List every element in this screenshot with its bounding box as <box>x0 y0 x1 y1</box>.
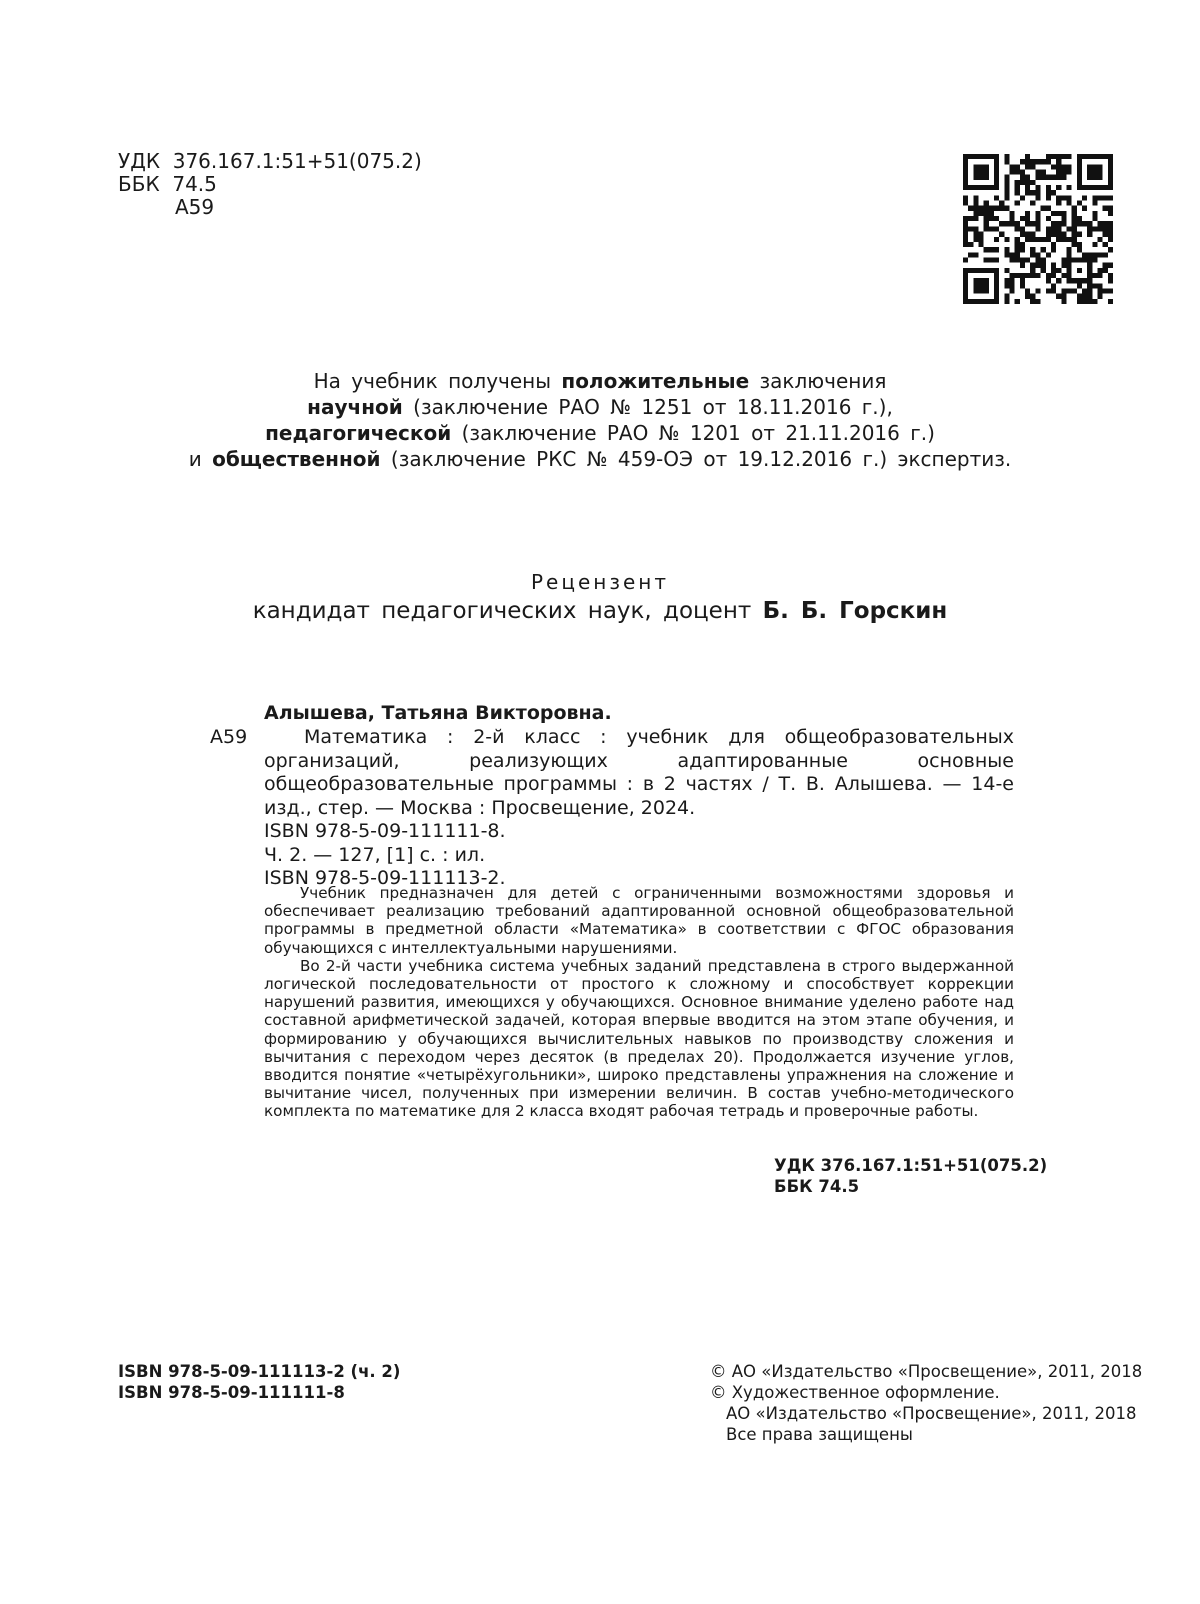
isbn-set: ISBN 978-5-09-111111-8. <box>264 820 506 842</box>
udk-bottom: УДК 376.167.1:51+51(075.2) ББК 74.5 <box>774 1156 1048 1196</box>
reviewer-label: Рецензент <box>530 570 670 594</box>
expertise-block <box>0 368 1200 472</box>
bbk-line: ББК 74.5 <box>118 172 217 196</box>
reviewer-name: Б. Б. Горскин <box>762 598 948 624</box>
qr-code-icon <box>963 154 1113 304</box>
expertise-line-4: и общественной (заключение РКС № 459-ОЭ от 19.12.2016 г.) экспертиз. <box>188 447 1012 471</box>
book-author: Алышева, Татьяна Викторовна. <box>264 702 612 724</box>
annotation-paragraph: Во 2-й части учебника система учебных заданий представлена в строго выдержанной логической последовательности от простого к сложному и способствует коррекции нарушений развития, имеющихся у обучающихся. Основное внимание уделено работе над составной арифметической задачей, которая впервые вводится на этом этапе обучения, и формированию у обучающихся вычислительных навыков по производству сложения и вычитания с переходом через десяток (в пределах 20). Продолжается изучение углов, вводится понятие «четырёхугольники», широко представлены упражнения на сложение и вычитание чисел, полученных при измерении величин. В состав учебно-методического комплекта по математике для 2 класса входят рабочая тетрадь и проверочные работы. <box>264 956 1014 1121</box>
book-title: Математика : 2-й класс : учебник для общеобразовательных организаций, реализующих адаптированные основные общеобразовательные программы : в 2 частях / Т. В. Алышева. — 14-е изд., стер. — Москва : Просвещение, 2024. <box>264 726 1014 819</box>
reviewer-description: кандидат педагогических наук, доцент <box>252 598 752 624</box>
annotation <box>264 884 1014 1121</box>
reviewer-line <box>0 598 1200 624</box>
author-code: А59 <box>210 726 248 748</box>
copyright-block: © АО «Издательство «Просвещение», 2011, 2018 © Художественное оформление. АО «Издательство «Просвещение», 2011, 2018 Все права защищены <box>710 1362 1143 1444</box>
expertise-line-1: На учебник получены положительные заключения <box>313 369 887 393</box>
expertise-line-2: научной (заключение РАО № 1251 от 18.11.2016 г.), <box>307 395 893 419</box>
part-info: Ч. 2. — 127, [1] с. : ил. <box>264 843 486 866</box>
annotation-paragraph: Учебник предназначен для детей с ограниченными возможностями здоровья и обеспечивает реализацию требований адаптированной основной общеобразовательной программы в предметной области «Математика» в соответствии с ФГОС образования обучающихся с интеллектуальными нарушениями. <box>264 884 1014 957</box>
isbn-part: ISBN 978-5-09-111113-2. <box>264 867 506 889</box>
isbn-bottom: ISBN 978-5-09-111113-2 (ч. 2) ISBN 978-5-09-111111-8 <box>118 1362 401 1402</box>
classification-block <box>118 150 422 219</box>
bibliographic-description <box>264 726 1014 891</box>
expertise-line-3: педагогической (заключение РАО № 1201 от 21.11.2016 г.) <box>265 421 935 445</box>
udk-line: УДК 376.167.1:51+51(075.2) <box>118 149 422 173</box>
author-code-line: А59 <box>175 195 215 219</box>
